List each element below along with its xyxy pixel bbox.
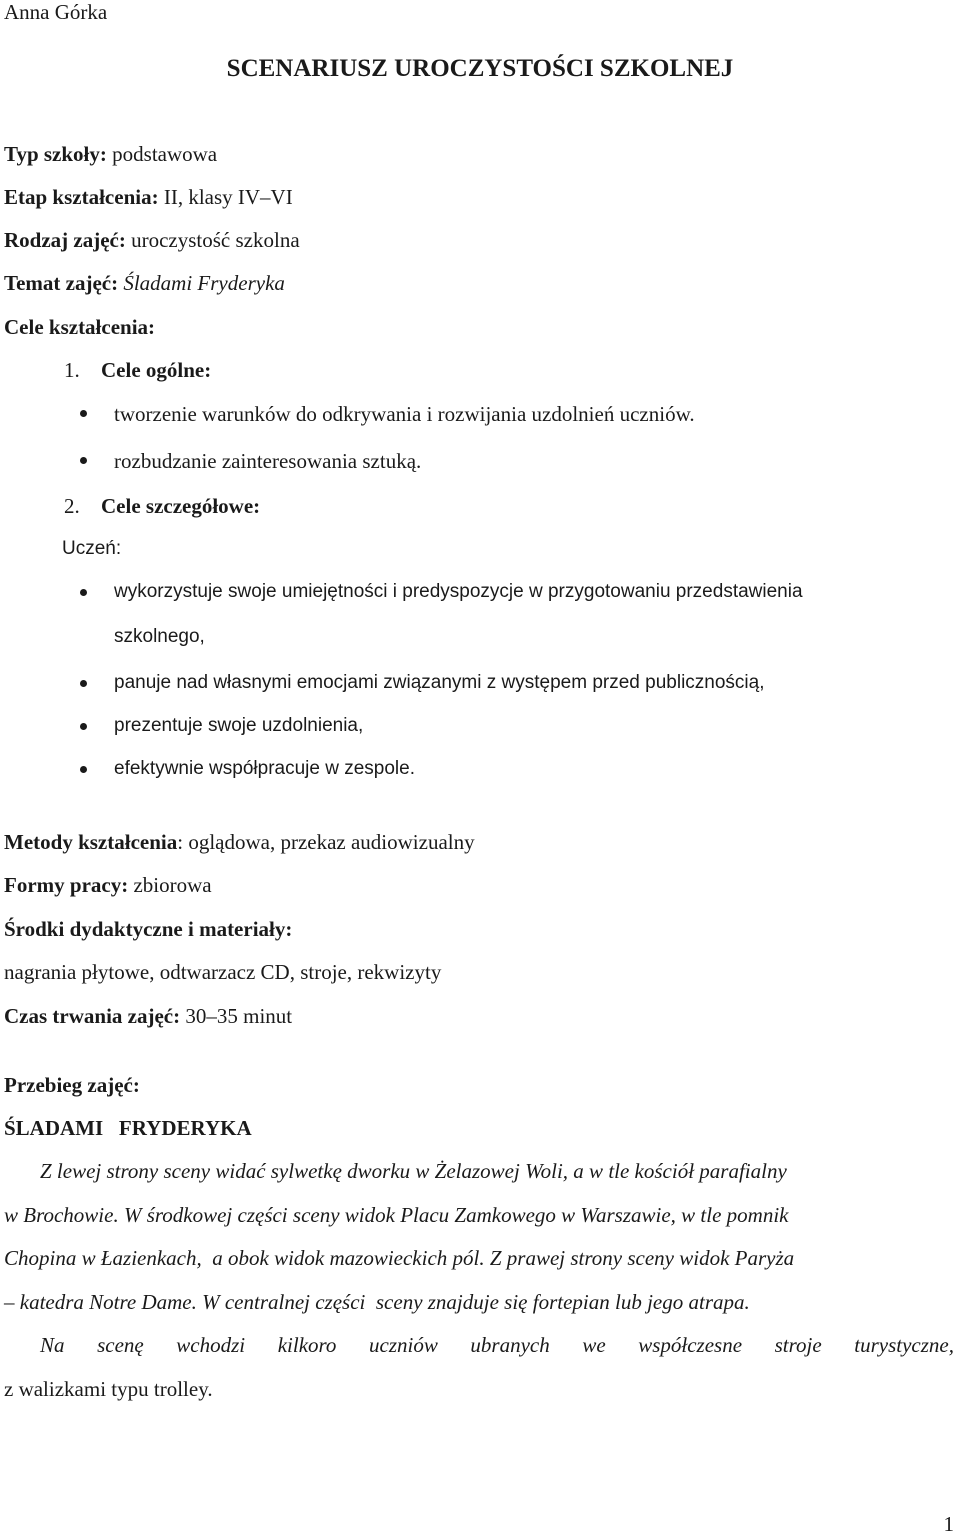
course-heading: ŚLADAMI FRYDERYKA: [4, 1116, 252, 1140]
author-name: Anna Górka: [4, 0, 108, 24]
bullet-icon: [80, 680, 87, 687]
stage-line: [4, 185, 293, 210]
general-goals-number: 1.: [64, 358, 80, 382]
activity-kind-label: Rodzaj zajęć:: [4, 228, 126, 252]
forms-line: [4, 873, 212, 898]
methods-line: [4, 830, 475, 855]
scene-description-line: w Brochowie. W środkowej części sceny widok Placu Zamkowego w Warszawie, w tle pomnik: [4, 1203, 789, 1227]
specific-goal-item: prezentuje swoje uzdolnienia,: [114, 715, 364, 736]
goals-label: Cele kształcenia:: [4, 315, 156, 339]
topic-line: [4, 271, 285, 296]
specific-goal-item: efektywnie współpracuje w zespole.: [114, 758, 415, 779]
methods-value: : oglądowa, przekaz audiowizualny: [177, 830, 475, 854]
forms-label: Formy pracy:: [4, 873, 129, 897]
duration-value: 30–35 minut: [185, 1004, 293, 1028]
duration-label: Czas trwania zajęć:: [4, 1004, 181, 1028]
specific-goals-label: Cele szczegółowe:: [101, 494, 261, 518]
bullet-icon: [80, 589, 87, 596]
general-goal-item: rozbudzanie zainteresowania sztuką.: [114, 449, 422, 473]
specific-goals-number: 2.: [64, 494, 80, 518]
bullet-icon: [80, 766, 87, 773]
materials-value: nagrania płytowe, odtwarzacz CD, stroje, rekwizyty: [4, 960, 442, 984]
general-goal-item: tworzenie warunków do odkrywania i rozwijania uzdolnień uczniów.: [114, 402, 695, 426]
activity-kind-value: uroczystość szkolna: [131, 228, 300, 252]
bullet-icon: [80, 410, 87, 417]
duration-line: [4, 1004, 292, 1029]
specific-goal-item: wykorzystuje swoje umiejętności i predyspozycje w przygotowaniu przedstawienia: [114, 581, 803, 602]
specific-goal-item: panuje nad własnymi emocjami związanymi z występem przed publicznością,: [114, 672, 765, 693]
stage-entry-line: Na scenę wchodzi kilkoro uczniów ubranych we współczesne stroje turystyczne,: [40, 1333, 954, 1357]
school-type-value: podstawowa: [112, 142, 218, 166]
forms-value: zbiorowa: [133, 873, 212, 897]
school-type-line: [4, 142, 217, 167]
page-number: 1: [943, 1512, 954, 1536]
course-label: Przebieg zajęć:: [4, 1073, 140, 1097]
scene-description-line: – katedra Notre Dame. W centralnej części sceny znajduje się fortepian lub jego atrapa.: [4, 1290, 750, 1314]
specific-goal-item-continuation: szkolnego,: [114, 626, 205, 647]
general-goals-label: Cele ogólne:: [101, 358, 212, 382]
bullet-icon: [80, 457, 87, 464]
scene-description-line: Z lewej strony sceny widać sylwetkę dworku w Żelazowej Woli, a w tle kościół parafialny: [40, 1159, 787, 1183]
document-title: SCENARIUSZ UROCZYSTOŚCI SZKOLNEJ: [226, 55, 734, 82]
bullet-icon: [80, 723, 87, 730]
school-type-label: Typ szkoły:: [4, 142, 107, 166]
stage-entry-line: z walizkami typu trolley.: [4, 1377, 213, 1401]
stage-value: II, klasy IV–VI: [163, 185, 293, 209]
topic-label: Temat zajęć:: [4, 271, 119, 295]
methods-label: Metody kształcenia: [4, 830, 178, 854]
topic-value: Śladami Fryderyka: [123, 271, 285, 295]
student-label: Uczeń:: [62, 538, 122, 559]
activity-kind-line: [4, 228, 300, 253]
scene-description-line: Chopina w Łazienkach, a obok widok mazowieckich pól. Z prawej strony sceny widok Paryża: [4, 1246, 795, 1270]
stage-label: Etap kształcenia:: [4, 185, 159, 209]
materials-label: Środki dydaktyczne i materiały:: [4, 917, 293, 941]
